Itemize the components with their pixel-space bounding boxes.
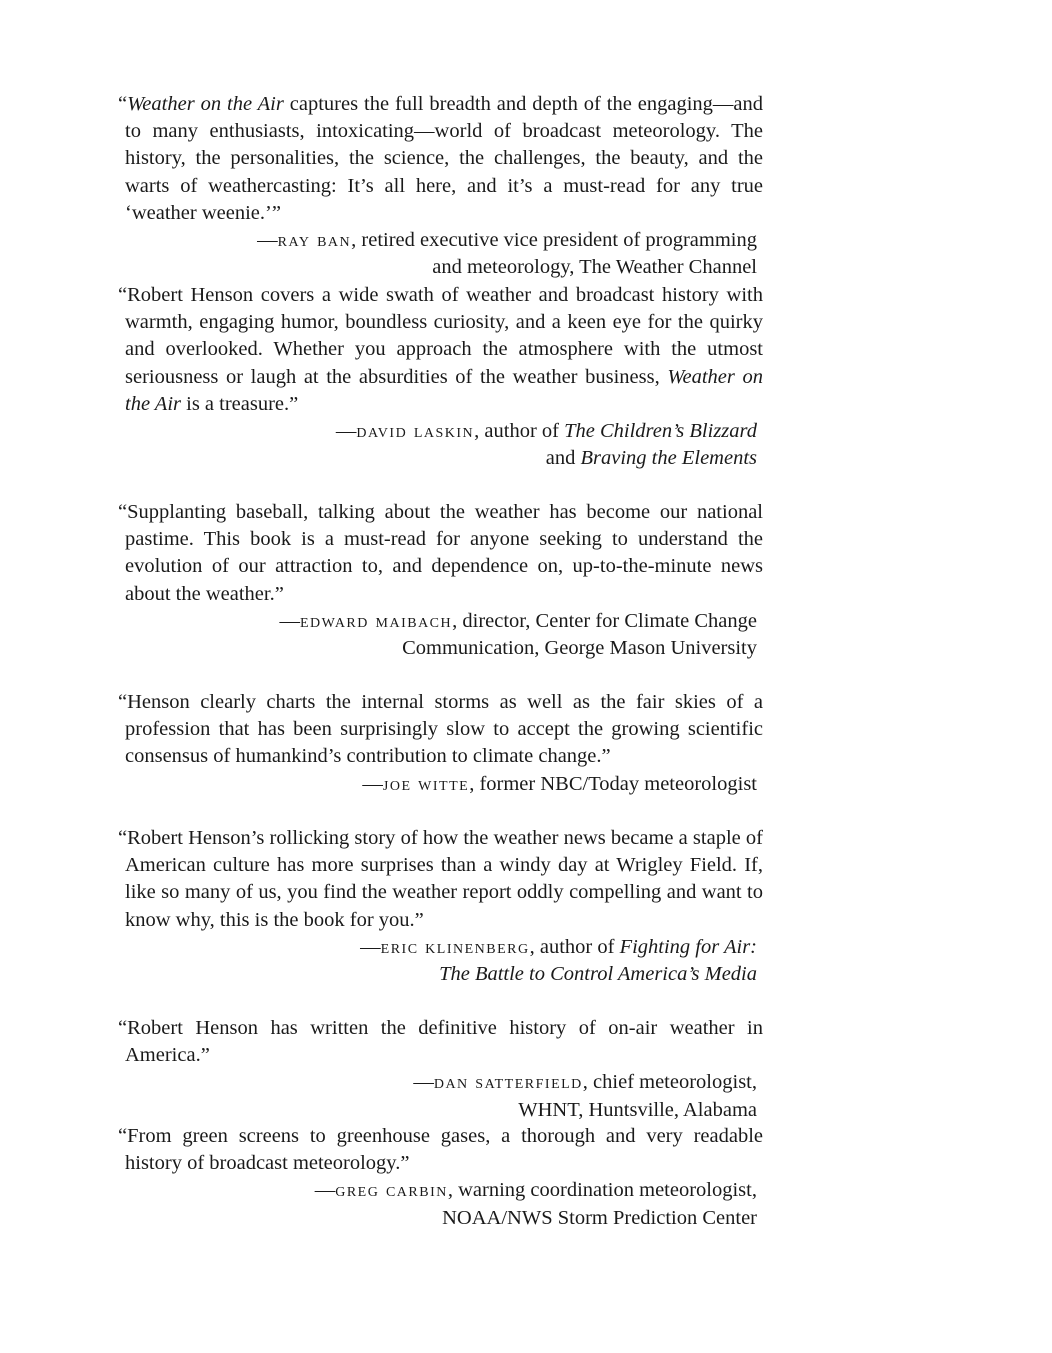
book-title: The Battle to Control America’s Media — [439, 963, 757, 986]
dash: — — [413, 1071, 434, 1094]
dash: — — [314, 1179, 336, 1202]
attribution-line — [118, 608, 757, 635]
blurb-quote — [118, 825, 763, 934]
blurb-attribution — [118, 934, 763, 988]
author-role: , author of — [474, 420, 565, 443]
attribution-line — [118, 1177, 757, 1204]
author-role: , chief meteorologist, — [582, 1071, 757, 1094]
author-role: NOAA/NWS Storm Prediction Center — [442, 1206, 757, 1229]
author-name: joe witte — [382, 772, 470, 795]
blurb-attribution — [118, 771, 763, 798]
blurb-ray-ban — [118, 91, 763, 281]
attribution-line — [118, 445, 757, 472]
quote-text: “ — [118, 93, 128, 115]
author-role: , retired executive vice president of programming — [351, 229, 757, 252]
attribution-line — [118, 1205, 757, 1232]
book-title: The Children’s Blizzard — [564, 420, 757, 443]
attribution-line — [118, 771, 757, 798]
attribution-line — [118, 934, 757, 961]
author-role: , warning coordination meteorologist, — [447, 1179, 757, 1202]
attribution-line — [118, 1069, 757, 1096]
blurb-attribution — [118, 608, 763, 662]
quote-title: Weather on the Air — [125, 365, 763, 415]
quote-text: is a treasure.” — [181, 392, 299, 415]
book-title: Braving the Elements — [580, 447, 757, 470]
blurb-david-laskin — [118, 282, 763, 472]
blurb-edward-maibach — [118, 499, 763, 662]
dash: — — [360, 935, 381, 958]
blurb-attribution — [118, 418, 763, 472]
dash: — — [362, 772, 383, 795]
quote-text: “Robert Henson’s rollicking story of how the weather news became a staple of American culture has more surprises than a windy day at Wrigley Field. If, like so many of us, you find the weather report oddly compelling and want to know why, this is the book for you.” — [118, 827, 763, 931]
blurb-dan-satterfield — [118, 1015, 763, 1124]
dash: — — [279, 609, 300, 632]
author-name: eric klinenberg — [380, 935, 530, 958]
blurb-attribution — [118, 1177, 763, 1231]
attribution-line — [118, 418, 757, 445]
author-role: and — [545, 447, 581, 470]
dash: — — [257, 229, 278, 252]
blurb-attribution — [118, 1069, 763, 1123]
author-role: , former NBC/Today meteorologist — [469, 772, 757, 795]
author-role: WHNT, Huntsville, Alabama — [518, 1098, 757, 1121]
author-name: david laskin — [356, 420, 475, 443]
attribution-line — [118, 227, 757, 254]
quote-text: “Henson clearly charts the internal storms as well as the fair skies of a profession that has been surprisingly slow to accept the growing scientific consensus of humankind’s contribution to climate change.” — [118, 691, 763, 768]
attribution-line — [118, 254, 757, 281]
quote-text: “Robert Henson covers a wide swath of weather and broadcast history with warmth, engaging humor, boundless curiosity, and a keen eye for the quirky and overlooked. Whether you approach the atmosphere with the utmost seriousness or laugh at the absurdities of the weather business, — [118, 284, 763, 388]
blurb-quote — [118, 1123, 763, 1177]
blurb-eric-klinenberg — [118, 825, 763, 988]
blurb-quote — [118, 499, 763, 608]
attribution-line — [118, 961, 757, 988]
author-name: edward maibach — [300, 609, 453, 632]
author-name: ray ban — [277, 229, 352, 252]
attribution-line — [118, 1097, 757, 1124]
author-role: Communication, George Mason University — [402, 637, 757, 660]
quote-text: captures the full breadth and depth of the engaging—and to many enthusiasts, intoxicating—world of broadcast meteorology. The history, the personalities, the science, the challenges, the beauty, and the warts of weathercasting: It’s all here, and it’s a must-read for any true ‘weather weenie.’” — [125, 93, 763, 224]
author-role: and meteorology, The Weather Channel — [432, 256, 757, 279]
blurb-joe-witte — [118, 689, 763, 798]
blurb-quote — [118, 689, 763, 771]
dash: — — [335, 420, 357, 443]
blurb-quote — [118, 1015, 763, 1069]
quote-text: “Supplanting baseball, talking about the weather has become our national pastime. This book is a must-read for anyone seeking to understand the evolution of our attraction to, and dependence on, up-to-the-minute news about the weather.” — [118, 501, 763, 605]
blurb-quote — [118, 282, 763, 418]
quote-text: “From green screens to greenhouse gases, a thorough and very readable history of broadcast meteorology.” — [118, 1125, 763, 1175]
author-role: , author of — [529, 935, 620, 958]
attribution-line — [118, 635, 757, 662]
author-name: greg carbin — [335, 1179, 448, 1202]
author-name: dan satterfield — [433, 1071, 583, 1094]
blurb-greg-carbin — [118, 1123, 763, 1232]
blurb-attribution — [118, 227, 763, 281]
blurb-quote — [118, 91, 763, 227]
quote-text: “Robert Henson has written the definitive history of on-air weather in America.” — [118, 1017, 763, 1067]
author-role: , director, Center for Climate Change — [452, 609, 757, 632]
quote-title: Weather on the Air — [127, 93, 284, 115]
book-title: Fighting for Air: — [619, 935, 757, 958]
